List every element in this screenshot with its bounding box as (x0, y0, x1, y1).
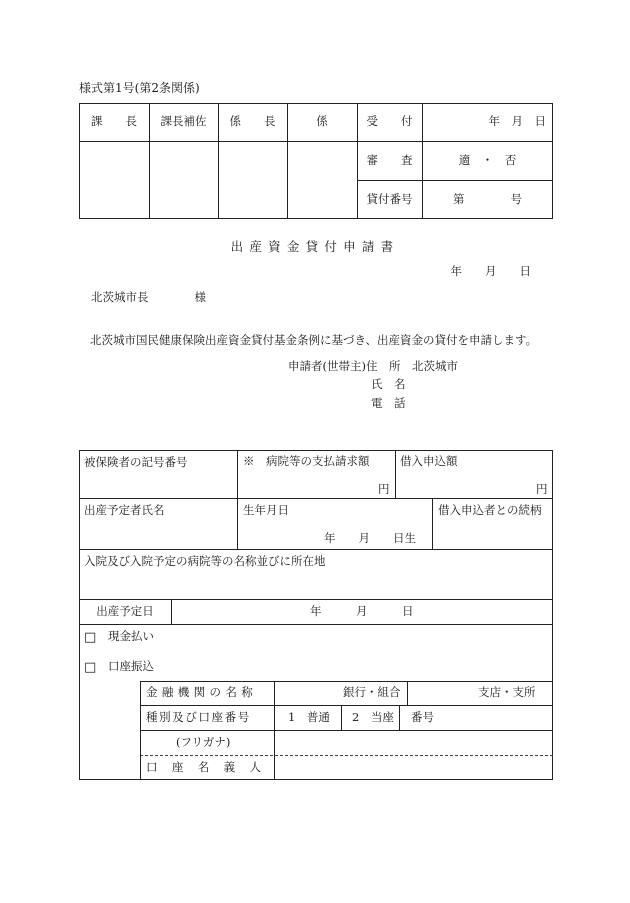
hospital-claim-yen: 円 (378, 482, 390, 496)
loan-amount-yen: 円 (536, 482, 548, 496)
hospital-info-label: 入院及び入院予定の病院等の名称並びに所在地 (84, 554, 326, 568)
bank-suffix: 銀行・組合 (343, 685, 401, 699)
applicant-address: 申請者(世帯主)住 所 北茨城市 (288, 359, 458, 373)
branch-suffix: 支店・支所 (478, 685, 536, 699)
form-number: 様式第1号(第2条関係) (79, 81, 200, 95)
account-type-ordinary[interactable]: 1 普通 (288, 710, 330, 724)
body-text: 北茨城市国民健康保険出産資金貸付基金条例に基づき、出産資金の貸付を申請します。 (90, 333, 538, 347)
approval-kakaricho: 係 長 (229, 114, 276, 128)
uketsuke-label: 受 付 (366, 114, 413, 128)
approval-kacho-hosa: 課長補佐 (160, 114, 207, 128)
applicant-name: 氏 名 (371, 377, 406, 391)
application-date: 年 月 日 (450, 264, 531, 278)
addressee: 北茨城市長 様 (91, 290, 206, 304)
relationship-label: 借入申込者との続柄 (438, 503, 542, 517)
kashitsuke-bango-label: 貸付番号 (366, 192, 413, 206)
mother-name-label: 出産予定者氏名 (84, 503, 165, 517)
due-date-value: 年 月 日 (310, 604, 414, 618)
institution-label: 金融機関の名称 (146, 685, 258, 699)
cash-label: 現金払い (108, 629, 154, 643)
transfer-label: 口座振込 (108, 659, 154, 673)
approval-kacho: 課 長 (91, 114, 137, 128)
account-holder-label: 口座名義人 (146, 760, 276, 774)
uketsuke-date: 年 月 日 (488, 114, 546, 128)
due-date-label: 出産予定日 (96, 604, 154, 618)
approval-kakari: 係 (316, 114, 328, 128)
kashitsuke-bango-value: 第 号 (453, 192, 522, 206)
transfer-checkbox[interactable]: □ (84, 660, 97, 675)
account-number-label: 番号 (411, 710, 434, 724)
birth-date-label: 生年月日 (243, 503, 289, 517)
shinsa-value: 適 ・ 否 (458, 153, 517, 167)
account-type-label: 種別及び口座番号 (146, 710, 251, 724)
insured-number-label: 被保険者の記号番号 (84, 455, 188, 469)
applicant-phone: 電 話 (371, 396, 406, 410)
account-type-checking[interactable]: 2 当座 (352, 710, 394, 724)
hospital-claim-label: ※ 病院等の支払請求額 (243, 454, 370, 468)
loan-amount-label: 借入申込額 (400, 454, 458, 468)
document-title: 出産資金貸付申請書 (230, 239, 400, 254)
cash-checkbox[interactable]: □ (84, 630, 97, 645)
furigana-label: (フリガナ) (176, 735, 231, 749)
birth-date-value: 年 月 日生 (324, 531, 416, 545)
shinsa-label: 審 査 (366, 153, 413, 167)
